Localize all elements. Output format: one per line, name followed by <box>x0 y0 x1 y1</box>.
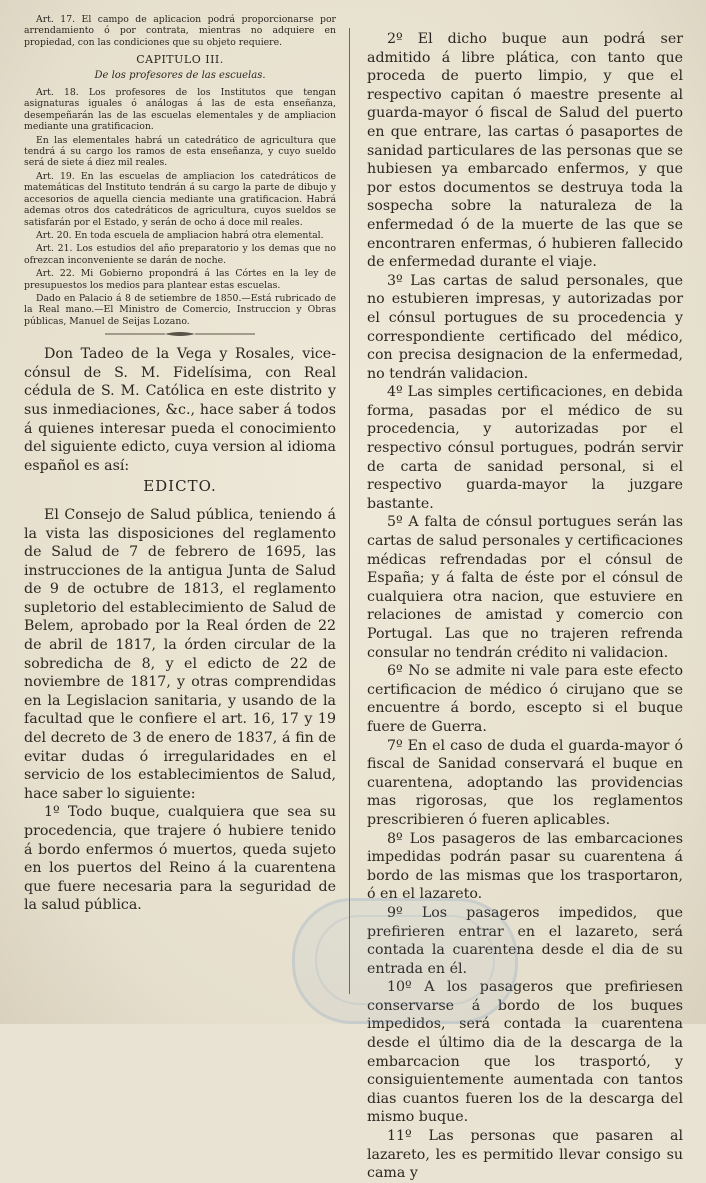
edict-item-2: 2º El dicho buque aun podrá ser admitido á libre plática, con tanto que proceda de puerto limpio, y que el respectivo capitan ó maestre presente al guarda-mayor ó fiscal de Salud del puerto en que entrare, las cartas ó pasaportes de sanidad particulares de las personas que se hubiesen ya embarcado enfermos, y que por estos documentos se destruya toda la sospecha sobre la naturaleza de la enfermedad ó de la muerte de las que se encontraren enfermas, ó hubieren fallecido de enfermedad durante el viaje. <box>367 31 683 271</box>
article-22: Art. 22. Mi Gobierno propondrá á las Córtes en la ley de presupuestos los medios para plantear estas escuelas. <box>24 268 336 291</box>
edict-item-11: 11º Las personas que pasaren al lazareto, les es permitido llevar consigo su cama y <box>367 1128 683 1182</box>
edict-item-3: 3º Las cartas de salud personales, que no estubieren impresas, y autorizadas por el cónsul portugues de su procedencia y correspondiente certificado del médico, con precisa designacion de la enfermedad, no tendrán validacion. <box>367 272 683 382</box>
edict-item-8: 8º Los pasageros de las embarcaciones impedidas podrán pasar su cuarentena á bordo de las mismas que los trasportaron, ó en el lazareto. <box>367 830 683 903</box>
edict-block <box>24 345 336 915</box>
chapter-subtitle: De los profesores de las escuelas. <box>94 69 266 81</box>
article-17: Art. 17. El campo de aplicacion podrá proporcionarse por arrendamiento ó por contrata, mientras no adquiere en propiedad, con las condiciones que su objeto requiere. <box>24 14 336 48</box>
left-column <box>24 14 336 915</box>
article-19: Art. 19. En las escuelas de ampliacion los catedráticos de matemáticas del Instituto tendrán á su cargo la parte de dibujo y accesorios de aquella ciencia mediante una gratificacion. Habrá ademas otros dos catedráticos de agricultura, cuyos sueldos se satisfarán por el Estado, y serán de ocho á doce mil reales. <box>24 170 336 228</box>
ornamental-separator <box>105 331 255 337</box>
edict-item-7: 7º En el caso de duda el guarda-mayor ó fiscal de Sanidad conservará el buque en cuarentena, adoptando las providencias mas rigorosas, que los reglamentos prescribieren ó fueren aplicables. <box>367 737 683 828</box>
edict-item-6: 6º No se admite ni vale para este efecto certificacion de médico ó cirujano que se encuentre á bordo, escepto si el buque fuere de Guerra. <box>367 663 683 735</box>
watermark-inner-ring <box>315 915 495 1005</box>
article-18-cont: En las elementales habrá un catedrático de agricultura que tendrá á su cargo los ramos de esta enseñanza, y cuyo sueldo será de siete á diez mil reales. <box>24 134 336 169</box>
edict-item-1: 1º Todo buque, cualquiera que sea su procedencia, que trajere ó hubiere tenido á bordo enfermos ó muertos, queda sujeto en los puertos del Reino á la cuarentena que fuere necesaria para la seguridad de la salud pública. <box>24 804 336 914</box>
column-divider <box>349 28 350 994</box>
article-21: Art. 21. Los estudios del año preparatorio y los demas que no ofrezcan inconveniente se darán de noche. <box>24 243 336 266</box>
article-20: Art. 20. En toda escuela de ampliacion habrá otra elemental. <box>36 229 324 241</box>
edict-preamble: El Consejo de Salud pública, teniendo á la vista las disposiciones del reglamento de Salud de 7 de febrero de 1695, las instrucciones de la antigua Junta de Salud de 9 de octubre de 1813, el reglamento supletorio del establecimiento de Salud de Belem, aprobado por la Real órden de 22 de abril de 1817, la órden circular de la sobredicha de 8, y el edicto de 22 de noviembre de 1817, y otras comprendidas en la Legislacion sanitaria, y usando de la facultad que le confiere el art. 16, 17 y 19 del decreto de 3 de enero de 1837, á fin de evitar dudas ó irregularidades en el servicio de los establecimientos de Salud, hace saber lo siguiente: <box>24 506 336 802</box>
chapter-title: CAPITULO III. <box>136 53 224 67</box>
edict-item-9: 9º Los pasageros impedidos, que prefirieren entrar en el lazareto, será contada la cuarentena desde el dia de su entrada en él. <box>367 904 683 977</box>
edict-item-5: 5º A falta de cónsul portugues serán las cartas de salud personales y certificaciones médicas refrendadas por el cónsul de España; y á falta de éste por el cónsul de cualquiera otra nacion, que estuviere en relaciones de amistad y comercio con Portugal. Las que no trajeren refrenda consular no tendrán crédito ni validacion. <box>367 514 683 661</box>
article-18: Art. 18. Los profesores de los Institutos que tengan asignaturas iguales ó análogas á las de esta enseñanza, desempeñarán las de las escuelas elementales y de ampliacion mediante una gratificacion. <box>24 87 336 133</box>
edict-item-10: 10º A los pasageros que prefiriesen conservarse á bordo de los buques impedidos, será contada la cuarentena desde el último dia de la descarga de la embarcacion que los trasportó, y consiguientemente aumentada con tantos dias cuantos fueren los de la descarga del mismo buque. <box>367 979 683 1126</box>
decree-signoff: Dado en Palacio á 8 de setiembre de 1850.—Está rubricado de la Real mano.—El Ministro de Comercio, Instruccion y Obras públicas, Manuel de Seijas Lozano. <box>24 292 336 327</box>
library-watermark-stamp <box>292 898 518 1024</box>
consul-intro: Don Tadeo de la Vega y Rosales, vice-cónsul de S. M. Fidelísima, con Real cédula de S. M. Católica en este distrito y sus inmediaciones, &c., hace saber á todos á quienes interesar pueda el conocimiento del siguiente edicto, cuya version al idioma español es así: <box>24 346 336 474</box>
edict-item-4: 4º Las simples certificaciones, en debida forma, pasadas por el médico de su procedencia, y autorizadas por el respectivo cónsul portugues, podrán servir de carta de sanidad personal, si el respectivo guarda-mayor la juzgare bastante. <box>367 384 683 512</box>
decree-block <box>24 14 336 327</box>
edict-title: EDICTO. <box>143 477 217 496</box>
